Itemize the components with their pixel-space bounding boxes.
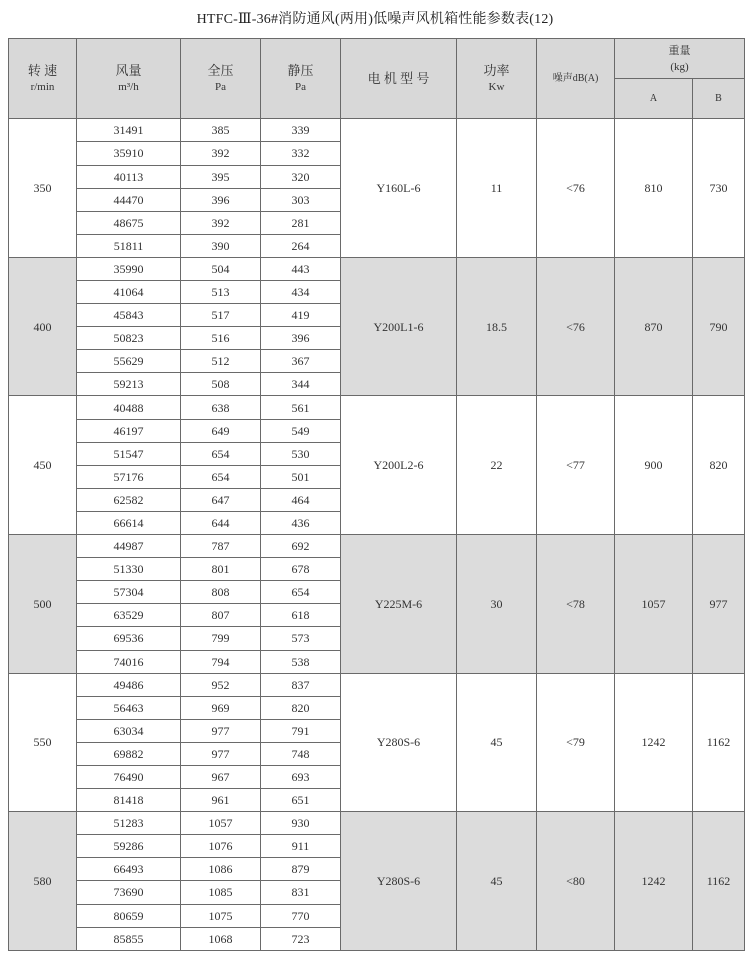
static-pressure-cell: 831 <box>261 881 341 904</box>
total-pressure-cell: 396 <box>181 188 261 211</box>
airflow-cell: 63034 <box>77 719 181 742</box>
airflow-cell: 50823 <box>77 327 181 350</box>
noise-cell: <77 <box>537 396 615 535</box>
total-pressure-cell: 638 <box>181 396 261 419</box>
static-pressure-cell: 549 <box>261 419 341 442</box>
airflow-cell: 56463 <box>77 696 181 719</box>
airflow-cell: 51283 <box>77 812 181 835</box>
total-pressure-cell: 961 <box>181 789 261 812</box>
airflow-cell: 73690 <box>77 881 181 904</box>
airflow-cell: 69882 <box>77 742 181 765</box>
header-speed-unit: r/min <box>30 80 55 93</box>
motor-model-cell: Y225M-6 <box>341 535 457 674</box>
total-pressure-cell: 385 <box>181 119 261 142</box>
static-pressure-cell: 436 <box>261 511 341 534</box>
total-pressure-cell: 392 <box>181 142 261 165</box>
table-row <box>9 257 745 280</box>
airflow-cell: 66493 <box>77 858 181 881</box>
static-pressure-cell: 651 <box>261 789 341 812</box>
static-pressure-cell: 434 <box>261 281 341 304</box>
airflow-cell: 69536 <box>77 627 181 650</box>
static-pressure-cell: 837 <box>261 673 341 696</box>
airflow-cell: 31491 <box>77 119 181 142</box>
static-pressure-cell: 879 <box>261 858 341 881</box>
total-pressure-cell: 1057 <box>181 812 261 835</box>
header-noise <box>537 39 615 119</box>
airflow-cell: 57176 <box>77 465 181 488</box>
static-pressure-cell: 770 <box>261 904 341 927</box>
airflow-cell: 45843 <box>77 304 181 327</box>
airflow-cell: 40488 <box>77 396 181 419</box>
static-pressure-cell: 464 <box>261 488 341 511</box>
total-pressure-cell: 787 <box>181 535 261 558</box>
weight-a-cell: 1242 <box>615 812 693 951</box>
weight-b-cell: 730 <box>693 119 745 258</box>
static-pressure-cell: 692 <box>261 535 341 558</box>
airflow-cell: 44987 <box>77 535 181 558</box>
airflow-cell: 35910 <box>77 142 181 165</box>
static-pressure-cell: 748 <box>261 742 341 765</box>
static-pressure-cell: 320 <box>261 165 341 188</box>
header-weight-b: B <box>693 79 745 119</box>
noise-cell: <76 <box>537 119 615 258</box>
header-motor-label: 电 机 型 号 <box>367 70 430 86</box>
static-pressure-cell: 530 <box>261 442 341 465</box>
static-pressure-cell: 367 <box>261 350 341 373</box>
power-cell: 45 <box>457 673 537 812</box>
total-pressure-cell: 654 <box>181 442 261 465</box>
airflow-cell: 59286 <box>77 835 181 858</box>
airflow-cell: 57304 <box>77 581 181 604</box>
speed-cell: 450 <box>9 396 77 535</box>
total-pressure-cell: 967 <box>181 765 261 788</box>
weight-a-cell: 1057 <box>615 535 693 674</box>
static-pressure-cell: 501 <box>261 465 341 488</box>
airflow-cell: 74016 <box>77 650 181 673</box>
static-pressure-cell: 419 <box>261 304 341 327</box>
static-pressure-cell: 654 <box>261 581 341 604</box>
speed-cell: 500 <box>9 535 77 674</box>
static-pressure-cell: 573 <box>261 627 341 650</box>
total-pressure-cell: 504 <box>181 257 261 280</box>
airflow-cell: 41064 <box>77 281 181 304</box>
header-weight-label: 重量 <box>668 44 691 57</box>
static-pressure-cell: 344 <box>261 373 341 396</box>
airflow-cell: 63529 <box>77 604 181 627</box>
airflow-cell: 85855 <box>77 927 181 950</box>
static-pressure-cell: 281 <box>261 211 341 234</box>
speed-cell: 550 <box>9 673 77 812</box>
header-static-pressure <box>261 39 341 119</box>
static-pressure-cell: 911 <box>261 835 341 858</box>
noise-cell: <80 <box>537 812 615 951</box>
table-row <box>9 812 745 835</box>
static-pressure-cell: 678 <box>261 558 341 581</box>
total-pressure-cell: 1086 <box>181 858 261 881</box>
static-pressure-cell: 723 <box>261 927 341 950</box>
power-cell: 18.5 <box>457 257 537 396</box>
header-static-pressure-unit: Pa <box>295 80 306 93</box>
motor-model-cell: Y160L-6 <box>341 119 457 258</box>
speed-cell: 350 <box>9 119 77 258</box>
static-pressure-cell: 791 <box>261 719 341 742</box>
airflow-cell: 44470 <box>77 188 181 211</box>
static-pressure-cell: 561 <box>261 396 341 419</box>
total-pressure-cell: 508 <box>181 373 261 396</box>
static-pressure-cell: 339 <box>261 119 341 142</box>
noise-cell: <76 <box>537 257 615 396</box>
airflow-cell: 81418 <box>77 789 181 812</box>
total-pressure-cell: 654 <box>181 465 261 488</box>
power-cell: 45 <box>457 812 537 951</box>
static-pressure-cell: 538 <box>261 650 341 673</box>
static-pressure-cell: 693 <box>261 765 341 788</box>
header-power-unit: Kw <box>488 80 505 93</box>
header-airflow-label: 风量 <box>115 62 142 78</box>
header-weight <box>615 39 745 79</box>
airflow-cell: 59213 <box>77 373 181 396</box>
header-airflow-unit: m³/h <box>118 80 139 93</box>
static-pressure-cell: 820 <box>261 696 341 719</box>
total-pressure-cell: 512 <box>181 350 261 373</box>
header-power-label: 功率 <box>483 62 510 78</box>
total-pressure-cell: 794 <box>181 650 261 673</box>
total-pressure-cell: 649 <box>181 419 261 442</box>
total-pressure-cell: 513 <box>181 281 261 304</box>
table-row <box>9 673 745 696</box>
page-title: HTFC-Ⅲ-36#消防通风(两用)低噪声风机箱性能参数表(12) <box>196 12 554 27</box>
total-pressure-cell: 977 <box>181 719 261 742</box>
total-pressure-cell: 801 <box>181 558 261 581</box>
header-weight-a: A <box>615 79 693 119</box>
airflow-cell: 62582 <box>77 488 181 511</box>
total-pressure-cell: 952 <box>181 673 261 696</box>
total-pressure-cell: 647 <box>181 488 261 511</box>
total-pressure-cell: 799 <box>181 627 261 650</box>
total-pressure-cell: 1068 <box>181 927 261 950</box>
weight-a-cell: 900 <box>615 396 693 535</box>
weight-b-cell: 1162 <box>693 673 745 812</box>
total-pressure-cell: 517 <box>181 304 261 327</box>
header-weight-unit: (kg) <box>670 60 689 73</box>
performance-table <box>8 38 745 951</box>
total-pressure-cell: 1075 <box>181 904 261 927</box>
header-motor <box>341 39 457 119</box>
weight-b-cell: 977 <box>693 535 745 674</box>
header-speed-label: 转 速 <box>27 62 58 78</box>
header-total-pressure-unit: Pa <box>215 80 226 93</box>
airflow-cell: 66614 <box>77 511 181 534</box>
speed-cell: 580 <box>9 812 77 951</box>
header-noise-label: 噪声dB(A) <box>552 72 599 84</box>
airflow-cell: 76490 <box>77 765 181 788</box>
static-pressure-cell: 930 <box>261 812 341 835</box>
header-static-pressure-label: 静压 <box>287 62 314 78</box>
weight-a-cell: 810 <box>615 119 693 258</box>
airflow-cell: 35990 <box>77 257 181 280</box>
total-pressure-cell: 390 <box>181 234 261 257</box>
header-airflow <box>77 39 181 119</box>
total-pressure-cell: 969 <box>181 696 261 719</box>
weight-b-cell: 1162 <box>693 812 745 951</box>
static-pressure-cell: 618 <box>261 604 341 627</box>
total-pressure-cell: 395 <box>181 165 261 188</box>
airflow-cell: 49486 <box>77 673 181 696</box>
noise-cell: <79 <box>537 673 615 812</box>
speed-cell: 400 <box>9 257 77 396</box>
airflow-cell: 55629 <box>77 350 181 373</box>
static-pressure-cell: 303 <box>261 188 341 211</box>
airflow-cell: 40113 <box>77 165 181 188</box>
table-row <box>9 535 745 558</box>
header-total-pressure-label: 全压 <box>207 62 234 78</box>
weight-a-cell: 870 <box>615 257 693 396</box>
table-row <box>9 396 745 419</box>
motor-model-cell: Y200L1-6 <box>341 257 457 396</box>
motor-model-cell: Y280S-6 <box>341 812 457 951</box>
static-pressure-cell: 264 <box>261 234 341 257</box>
static-pressure-cell: 332 <box>261 142 341 165</box>
airflow-cell: 48675 <box>77 211 181 234</box>
power-cell: 11 <box>457 119 537 258</box>
airflow-cell: 46197 <box>77 419 181 442</box>
motor-model-cell: Y280S-6 <box>341 673 457 812</box>
total-pressure-cell: 644 <box>181 511 261 534</box>
static-pressure-cell: 443 <box>261 257 341 280</box>
static-pressure-cell: 396 <box>261 327 341 350</box>
motor-model-cell: Y200L2-6 <box>341 396 457 535</box>
airflow-cell: 51330 <box>77 558 181 581</box>
total-pressure-cell: 808 <box>181 581 261 604</box>
header-speed <box>9 39 77 119</box>
noise-cell: <78 <box>537 535 615 674</box>
total-pressure-cell: 977 <box>181 742 261 765</box>
total-pressure-cell: 392 <box>181 211 261 234</box>
airflow-cell: 80659 <box>77 904 181 927</box>
weight-b-cell: 820 <box>693 396 745 535</box>
weight-a-cell: 1242 <box>615 673 693 812</box>
power-cell: 22 <box>457 396 537 535</box>
airflow-cell: 51547 <box>77 442 181 465</box>
power-cell: 30 <box>457 535 537 674</box>
airflow-cell: 51811 <box>77 234 181 257</box>
total-pressure-cell: 1076 <box>181 835 261 858</box>
table-row <box>9 119 745 142</box>
header-total-pressure <box>181 39 261 119</box>
total-pressure-cell: 1085 <box>181 881 261 904</box>
total-pressure-cell: 516 <box>181 327 261 350</box>
header-power <box>457 39 537 119</box>
weight-b-cell: 790 <box>693 257 745 396</box>
total-pressure-cell: 807 <box>181 604 261 627</box>
